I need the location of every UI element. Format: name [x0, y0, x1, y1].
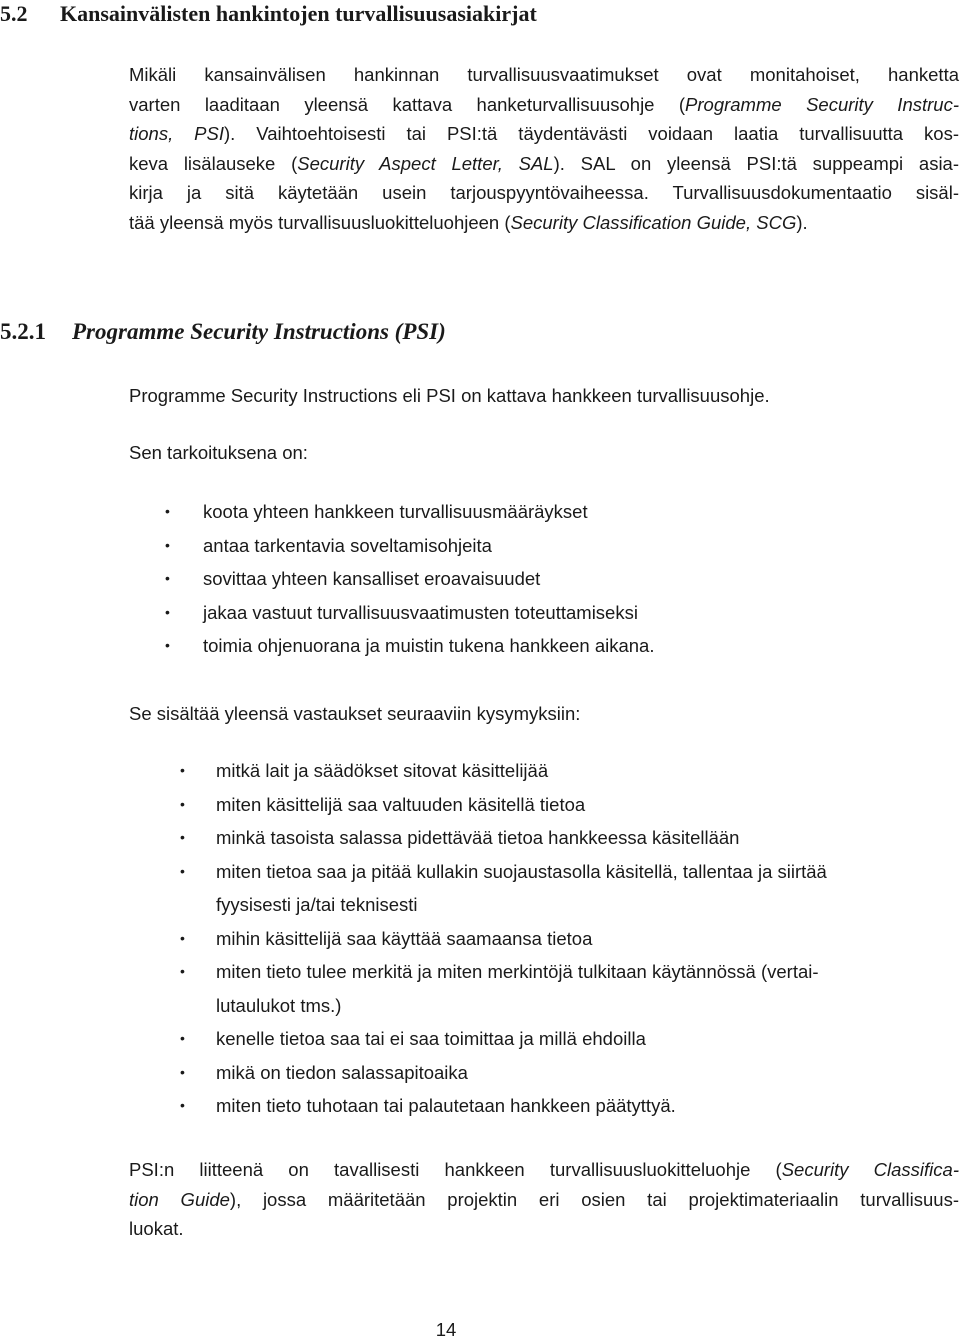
list-item: • toimia ohjenuorana ja muistin tukena hankkeen aikana.	[203, 629, 655, 663]
questions-list	[180, 754, 827, 1123]
purpose-intro: Sen tarkoituksena on:	[129, 442, 308, 463]
list-item: • mitkä lait ja säädökset sitovat käsittelijää	[216, 754, 827, 788]
psi-definition: Programme Security Instructions eli PSI on kattava hankkeen turvallisuusohje.	[129, 385, 770, 406]
bullet-icon: •	[180, 963, 185, 979]
bullet-icon: •	[165, 637, 170, 653]
text-line: tions, PSI). Vaihtoehtoisesti tai PSI:tä täydentävästi voidaan laatia turvallisuutta kos-	[129, 123, 959, 144]
text-line: keva lisälauseke (Security Aspect Letter, SAL). SAL on yleensä PSI:tä suppeampi asia-	[129, 152, 960, 174]
bullet-icon: •	[165, 603, 170, 620]
appendix-paragraph	[129, 1155, 959, 1244]
list-item: • sovittaa yhteen kansalliset eroavaisuudet	[203, 562, 655, 596]
list-item: • minkä tasoista salassa pidettävää tietoa hankkeessa käsitellään	[216, 821, 827, 855]
list-item: • miten käsittelijä saa valtuuden käsitellä tietoa	[216, 788, 827, 822]
bullet-icon: •	[180, 829, 185, 845]
bullet-icon: •	[180, 862, 185, 879]
list-item: • miten tieto tuhotaan tai palautetaan hankkeen päätyttyä.	[216, 1089, 827, 1123]
bullet-icon: •	[180, 1097, 185, 1113]
subsection-number: 5.2.1	[0, 319, 46, 344]
bullet-icon: •	[180, 1063, 185, 1080]
purpose-list	[165, 495, 655, 663]
bullet-icon: •	[165, 536, 170, 553]
page-number: 14	[435, 1319, 457, 1340]
section-number: 5.2	[0, 1, 28, 26]
list-item: • koota yhteen hankkeen turvallisuusmääräykset	[203, 495, 655, 529]
subsection-title: Programme Security Instructions (PSI)	[72, 319, 446, 344]
list-item: • mikä on tiedon salassapitoaika	[216, 1056, 827, 1090]
text-line: Mikäli kansainvälisen hankinnan turvallisuusvaatimukset ovat monitahoiset, hanketta	[129, 64, 959, 85]
intro-paragraph	[129, 60, 959, 237]
bullet-icon: •	[180, 795, 185, 812]
bullet-icon: •	[165, 570, 170, 586]
text-line: tää yleensä myös turvallisuusluokitteluohjeen (Security Classification Guide, SCG).	[129, 211, 808, 233]
bullet-icon: •	[165, 503, 170, 519]
text-line: varten laaditaan yleensä kattava hanketurvallisuusohje (Programme Security Instruc-	[129, 93, 959, 115]
bullet-icon: •	[180, 929, 185, 946]
section-heading	[0, 1, 537, 27]
section-title: Kansainvälisten hankintojen turvallisuusasiakirjat	[60, 1, 537, 26]
questions-intro: Se sisältää yleensä vastaukset seuraaviin kysymyksiin:	[129, 703, 581, 724]
list-item: • miten tietoa saa ja pitää kullakin suojaustasolla käsitellä, tallentaa ja siirtää fyysisesti ja/tai teknisesti	[216, 855, 827, 922]
list-item: • miten tieto tulee merkitä ja miten merkintöjä tulkitaan käytännössä (vertai- lutaulukot tms.)	[216, 955, 827, 1022]
bullet-icon: •	[180, 762, 185, 778]
text-line: tion Guide), jossa määritetään projektin eri osien tai projektimateriaalin turvallisuus-	[129, 1188, 959, 1210]
subsection-heading	[0, 318, 446, 346]
list-item: • antaa tarkentavia soveltamisohjeita	[203, 529, 655, 563]
list-item: • mihin käsittelijä saa käyttää saamaansa tietoa	[216, 922, 827, 956]
list-item: • kenelle tietoa saa tai ei saa toimittaa ja millä ehdoilla	[216, 1022, 827, 1056]
text-line: luokat.	[129, 1218, 184, 1239]
bullet-icon: •	[180, 1030, 185, 1046]
list-item: • jakaa vastuut turvallisuusvaatimusten toteuttamiseksi	[203, 596, 655, 630]
text-line: kirja ja sitä käytetään usein tarjouspyyntövaiheessa. Turvallisuusdokumentaatio sisäl-	[129, 182, 959, 203]
text-line: PSI:n liitteenä on tavallisesti hankkeen turvallisuusluokitteluohje (Security Classifica-	[129, 1159, 959, 1180]
